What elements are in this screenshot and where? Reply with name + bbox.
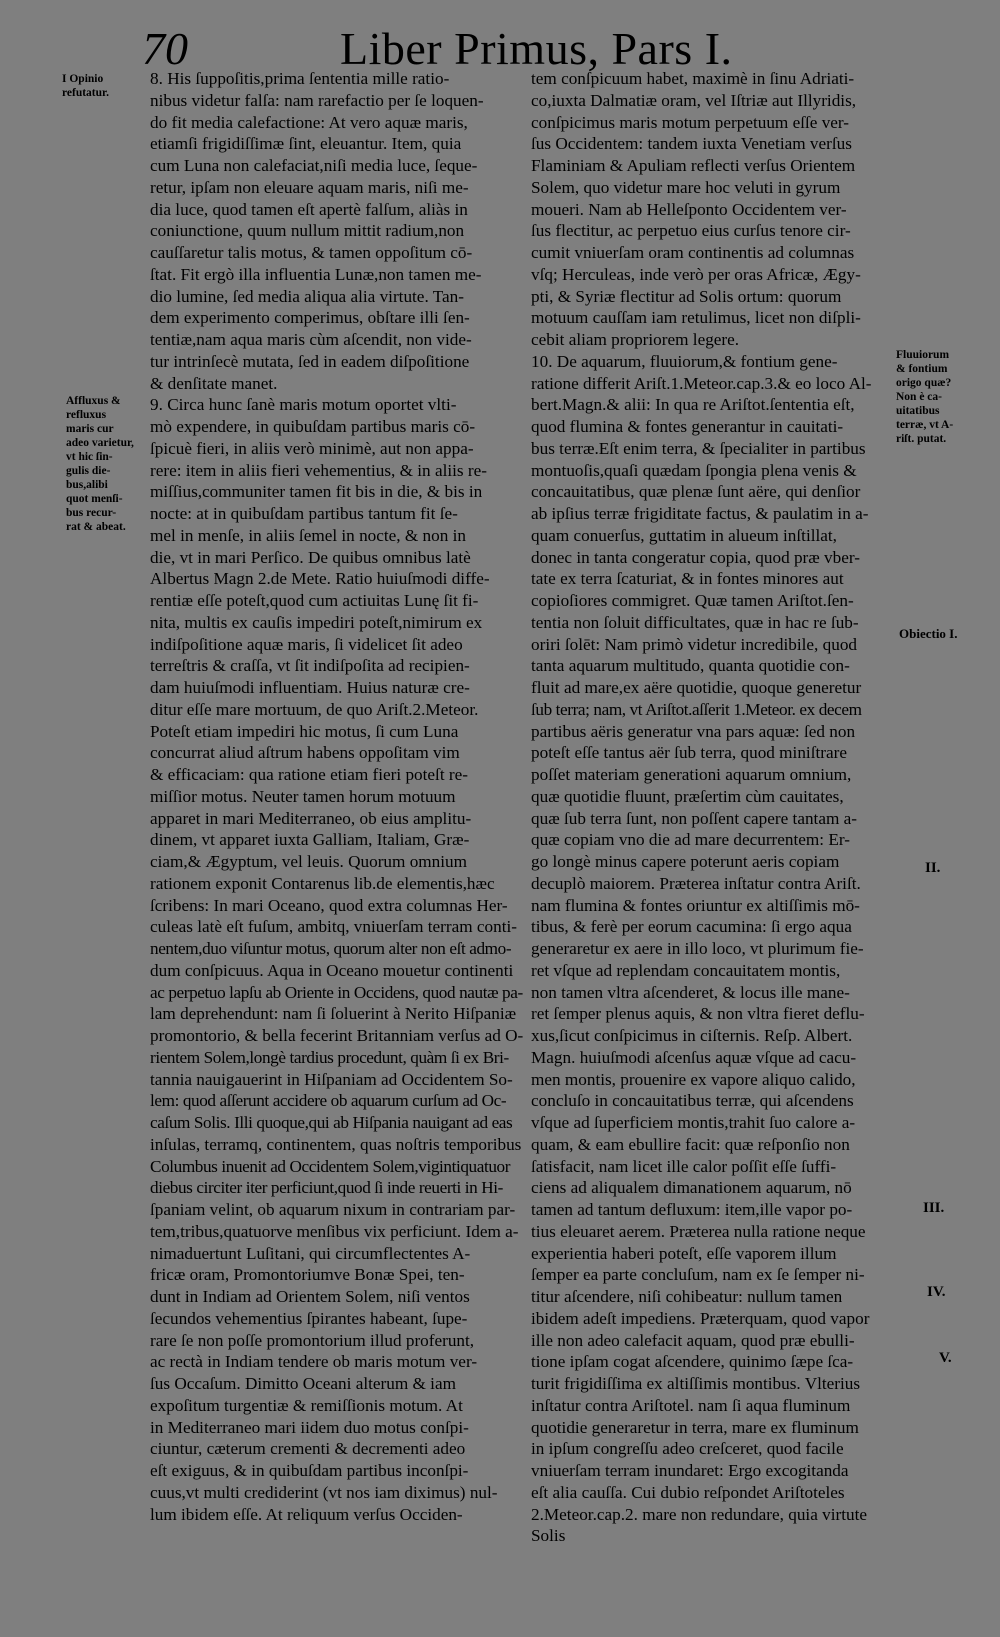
text-line: tione ipſam cogat aſcendere, quinimo ſæpe ſca- xyxy=(531,1352,854,1372)
text-line: lem: quod aſſerunt accidere ob aquarum curſum ad Oc- xyxy=(150,1091,507,1111)
text-line: retur, ipſam non eleuare aquam maris, niſi me- xyxy=(150,177,469,197)
text-line: vniuerſam terram inundaret: Ergo excogitanda xyxy=(531,1461,849,1480)
text-line: vſque ad ſuperficiem montis,trahit ſuo calore a- xyxy=(531,1113,856,1132)
text-line: culeas latè eſt fuſum, ambitq, vniuerſam terram conti- xyxy=(150,917,518,937)
text-line: bus terræ.Eſt enim terra, & ſpecialiter in partibus xyxy=(531,438,866,458)
roman-marker-ii: II. xyxy=(925,860,941,876)
text-line: ſus Occaſum. Dimitto Oceani alterum & iam xyxy=(150,1374,456,1393)
text-line: quotidie generaretur in terra, mare ex fluminum xyxy=(531,1417,859,1437)
text-line: rentiæ eſſe poteſt,quod cum actiuitas Lunę ſit fi- xyxy=(150,591,479,610)
text-line: miſſius,communiter tamen fit bis in die, & bis in xyxy=(150,482,483,502)
text-line: co,iuxta Dalmatiæ oram, vel Iſtriæ aut Illyridis, xyxy=(531,90,857,110)
text-line: rientem Solem,longè tardius procedunt, quàm ſi ex Bri- xyxy=(150,1047,509,1067)
text-line: poteſt eſſe tantus aër ſub terra, quod miniſtrare xyxy=(531,743,847,763)
margin-note-obiectio xyxy=(899,627,958,641)
text-line: dum conſpicuus. Aqua in Oceano mouetur continenti xyxy=(150,960,514,980)
margin-note-line: origo quæ? xyxy=(896,377,952,389)
text-line: Poteſt etiam impediri hic motus, ſi cum Luna xyxy=(150,721,459,741)
text-line: ille non adeo calefacit aquam, quod præ ebulli- xyxy=(531,1330,855,1350)
text-line: mel in menſe, in aliis ſemel in nocte, & non in xyxy=(150,525,466,545)
text-line: Flaminiam & Apuliam reflecti verſus Orientem xyxy=(531,156,856,175)
text-line: diebus circiter iter perficiunt,quod ſi inde reuerti in Hi- xyxy=(150,1178,503,1198)
text-line: conſpicimus maris motum perpetuum eſſe ver- xyxy=(531,112,850,132)
margin-note-line: & fontium xyxy=(896,363,948,375)
text-line: dunt in Indiam ad Orientem Solem, niſi ventos xyxy=(150,1287,470,1306)
text-line: eſt alia cauſſa. Cui dubio reſpondet Ariſtoteles xyxy=(531,1482,845,1502)
text-line: ret ſemper plenus aquis, & non vltra fieret deflu- xyxy=(531,1004,865,1024)
text-line: mò expendere, in quibuſdam partibus maris cō- xyxy=(150,417,476,436)
text-line: pti, & Syriæ flectitur ad Solis ortum: quorum xyxy=(531,286,842,306)
text-line: nita, multis ex cauſis impediri poteſt,nimirum ex xyxy=(150,612,483,632)
text-line: coniunctione, quum nullum mittit radium,non xyxy=(150,221,465,241)
text-line: 2.Meteor.cap.2. mare non redundare, quia virtute xyxy=(531,1504,867,1524)
running-title: Liber Primus, Pars I. xyxy=(340,23,733,74)
text-line: donec in tanta congeratur copia, quod præ vber- xyxy=(531,547,860,567)
text-line: cum Luna non calefaciat,niſi media luce, ſeque- xyxy=(150,156,478,175)
margin-note-line: refutatur. xyxy=(62,87,109,99)
page-number: 70 xyxy=(142,23,188,74)
text-line: expoſitum turgentiæ & remiſſionis motum. At xyxy=(150,1395,463,1415)
text-line: dio lumine, ſed media aliqua alia virtute. Tan- xyxy=(150,286,464,306)
text-line: montuoſis,quaſi quædam ſpongia plena venis & xyxy=(531,460,857,480)
text-line: Magn. huiuſmodi aſcenſus aquæ vſque ad cacu- xyxy=(531,1047,857,1067)
text-line: quod flumina & fontes generantur in cauitati- xyxy=(531,417,844,436)
text-line: die, vt in mari Perſico. De quibus omnibus latè xyxy=(150,547,471,567)
margin-note-line: vt hic ſin- xyxy=(66,451,113,463)
text-line: 8. His ſuppoſitis,prima ſententia mille ratio- xyxy=(150,69,450,88)
text-line: ſtat. Fit ergò illa influentia Lunæ,non tamen me- xyxy=(150,264,482,284)
roman-marker-iv: IV. xyxy=(927,1284,946,1300)
text-line: nentem,duo viſuntur motus, quorum alter non eſt admo- xyxy=(150,939,512,958)
text-line: ciens ad aliqualem dimanationem aquarum, nō xyxy=(531,1178,852,1198)
text-line: terreſtris & craſſa, vt ſit indiſpoſita ad recipien- xyxy=(150,656,470,676)
text-line: nimaduertunt Luſitani, qui circumflectentes A- xyxy=(150,1243,471,1263)
text-line: experientia haberi poteſt, eſſe vaporem illum xyxy=(531,1243,837,1263)
text-line: ſemper ea parte concluſum, nam ex ſe ſemper ni- xyxy=(531,1265,865,1285)
text-line: ac rectà in Indiam tendere ob maris motum ver- xyxy=(150,1352,478,1372)
text-line: ditur eſſe mare mortuum, de quo Ariſt.2.Meteor. xyxy=(150,699,479,719)
text-line: nibus videtur falſa: nam rarefactio per ſe loquen- xyxy=(150,90,484,110)
text-line: Solis xyxy=(531,1526,566,1546)
text-line: generaretur ex aere in illo loco, vt plurimum fie- xyxy=(531,939,864,958)
text-line: bert.Magn.& alii: In qua re Ariſtot.ſententia eſt, xyxy=(531,395,855,415)
text-line: ſecundos vehementius ſpirantes habeant, ſupe- xyxy=(150,1308,468,1328)
text-line: lam deprehendunt: nam ſi ſoluerint à Nerito Hiſpaniæ xyxy=(150,1004,517,1024)
text-line: rationem exponit Contarenus lib.de elementis,hæc xyxy=(150,873,495,893)
text-line: tem,tribus,quatuorve menſibus vix perficiunt. Idem a- xyxy=(150,1221,519,1241)
text-line: rare ſe non poſſe promontorium illud proferunt, xyxy=(150,1330,475,1350)
text-line: vſq; Herculeas, inde verò per oras Africæ, Ægy- xyxy=(531,264,861,284)
text-line: indiſpoſitione aquæ maris, ſi videlicet ſit adeo xyxy=(150,634,463,654)
text-line: quæ quotidie fluunt, præſertim cùm cauitates, xyxy=(531,786,844,806)
margin-note-line: riſt. putat. xyxy=(896,433,947,445)
margin-note-opinio xyxy=(62,72,109,100)
roman-marker-iii: III. xyxy=(923,1200,945,1216)
text-line: lum ibidem eſſe. At reliquum verſus Occiden- xyxy=(150,1504,463,1524)
text-line: oriri ſolēt: Nam primò videtur incredibile, quod xyxy=(531,634,858,654)
text-line: tentia non ſoluit difficultates, quæ in hac re ſub- xyxy=(531,612,859,632)
text-line: & denſitate manet. xyxy=(150,373,278,393)
text-line: & efficaciam: qua ratione etiam fieri poteſt re- xyxy=(150,765,468,784)
roman-marker-v: V. xyxy=(939,1350,952,1366)
text-line: ab ipſius terræ frigiditate factus, & paulatim in a- xyxy=(531,504,869,523)
text-line: quæ ſub terra ſunt, non poſſent capere tantam a- xyxy=(531,808,857,828)
text-line: dem experimento comperimus, obſtare illi ſen- xyxy=(150,308,470,328)
text-line: concluſo in concauitatibus terræ, qui aſcendens xyxy=(531,1091,854,1111)
text-line: cumit vniuerſam oram continentis ad columnas xyxy=(531,243,855,262)
text-line: ſus flectitur, ac perpetuo eius curſus tenore cir- xyxy=(531,221,851,241)
text-line: concauitatibus, quæ plenæ ſunt aëre, qui denſior xyxy=(531,482,861,502)
text-line: ret vſque ad replendam concauitatem montis, xyxy=(531,960,841,980)
margin-note-line: gulis die- xyxy=(66,465,111,477)
text-line: quam conuerſus, guttatim in alueum inſtillat, xyxy=(531,525,837,545)
margin-note-line: Fluuiorum xyxy=(896,349,950,361)
text-line: cauſſaretur talis motus, & tamen oppoſitum cō- xyxy=(150,243,473,262)
left-text-column xyxy=(150,68,525,1525)
right-text-column xyxy=(531,68,876,1547)
text-line: tate ex terra ſcaturiat, & in fontes minores aut xyxy=(531,569,844,589)
text-line: ſcribens: In mari Oceano, quod extra columnas Her- xyxy=(150,895,508,915)
margin-note-line: I Opinio xyxy=(62,73,104,85)
text-line: men montis, prouenire ex vapore aliquo calido, xyxy=(531,1069,856,1089)
margin-note-line: Obiectio I. xyxy=(899,626,958,641)
text-line: ſus Occidentem: tandem iuxta Venetiam verſus xyxy=(531,134,852,154)
text-line: tentiæ,nam aqua maris cùm aſcendit, non vide- xyxy=(150,330,472,349)
text-line: concurrat aliud aſtrum habens oppoſitam vim xyxy=(150,743,460,763)
text-line: ſatisfacit, nam licet ille calor poſſit eſſe ſuffi- xyxy=(531,1156,837,1176)
text-line: ibidem adeſt impediens. Præterquam, quod vapor xyxy=(531,1308,870,1328)
text-line: ſpaniam velint, ob aquarum nixum in contrariam par- xyxy=(150,1200,516,1219)
text-line: ſub terra; nam, vt Ariſtot.aſſerit 1.Meteor. ex decem xyxy=(531,699,862,719)
text-line: miſſior motus. Neuter tamen horum motuum xyxy=(150,786,456,806)
text-line: cebit aliam propriorem legere. xyxy=(531,330,740,349)
text-line: decuplò maiorem. Præterea inſtatur contra Ariſt. xyxy=(531,873,861,893)
margin-note-line: bus,alibi xyxy=(66,479,108,491)
margin-note-line: rat & abeat. xyxy=(66,521,126,533)
text-line: quam, & eam ebullire facit: quæ reſponſio non xyxy=(531,1134,850,1154)
margin-note-line: adeo varietur, xyxy=(66,437,134,449)
text-line: titur aſcendere, niſi cohibeatur: nullum tamen xyxy=(531,1287,843,1306)
text-line: eſt exiguus, & in quibuſdam partibus inconſpi- xyxy=(150,1461,469,1480)
text-line: Albertus Magn 2.de Mete. Ratio huiuſmodi diffe- xyxy=(150,569,490,589)
text-line: partibus aëris generatur vna pars aquæ: ſed non xyxy=(531,721,856,741)
text-line: tius eleuaret aerem. Præterea nulla ratione neque xyxy=(531,1221,866,1241)
margin-note-line: terræ, vt A- xyxy=(896,419,954,431)
margin-note-line: quot menſi- xyxy=(66,493,123,505)
margin-note-line: refluxus xyxy=(66,409,107,421)
text-line: dam huiuſmodi influentiam. Huius naturæ cre- xyxy=(150,678,470,697)
text-line: quæ copiam vno die ad mare decurrentem: Er- xyxy=(531,830,850,850)
text-line: in ipſum congreſſu adeo creſceret, quod facile xyxy=(531,1439,844,1459)
text-line: tanta aquarum multitudo, quanta quotidie con- xyxy=(531,656,850,676)
text-line: etiamſi frigidiſſimæ ſint, eleuantur. Item, quia xyxy=(150,134,462,154)
text-line: go longè minus capere poterunt aeris copiam xyxy=(531,852,840,871)
margin-note-fluuiorum xyxy=(896,348,953,446)
text-line: tem conſpicuum habet, maximè in ſinu Adriati- xyxy=(531,69,855,88)
margin-note-line: uitatibus xyxy=(896,405,940,417)
text-line: tur intrinſecè mutata, ſed in eadem diſpoſitione xyxy=(150,351,470,371)
text-line: dia luce, quod tamen eſt apertè falſum, aliàs in xyxy=(150,199,468,219)
text-line: 10. De aquarum, fluuiorum,& fontium gene- xyxy=(531,351,838,371)
margin-note-line: maris cur xyxy=(66,423,114,435)
text-line: inſtatur contra Ariſtotel. nam ſi aqua fluminum xyxy=(531,1395,851,1415)
text-line: 9. Circa hunc ſanè maris motum oportet vlti- xyxy=(150,395,457,415)
text-line: non tamen vltra aſcenderet, & locus ille mane- xyxy=(531,982,850,1002)
text-line: ratione differit Ariſt.1.Meteor.cap.3.& eo loco Al- xyxy=(531,373,872,393)
text-line: dinem, vt apparet iuxta Galliam, Italiam, Græ- xyxy=(150,830,470,850)
text-line: copioſiores commigret. Quæ tamen Ariſtot.ſen- xyxy=(531,591,854,610)
text-line: do fit media calefactione: At vero aquæ maris, xyxy=(150,112,468,132)
text-line: motuum cauſſam iam retulimus, licet non diſpli- xyxy=(531,308,861,328)
text-line: tibus, & ferè per eorum cacumina: ſi ergo aqua xyxy=(531,917,852,937)
text-line: turit frigidiſſima ex altiſſimis montibus. Vlterius xyxy=(531,1374,861,1393)
text-line: nocte: at in quibuſdam partibus tantum fit ſe- xyxy=(150,504,458,523)
text-line: ciuntur, cæterum crementi & decrementi adeo xyxy=(150,1439,466,1459)
margin-note-line: bus recur- xyxy=(66,507,117,519)
text-line: caſum Solis. Illi quoque,qui ab Hiſpania nauigant ad eas xyxy=(150,1113,513,1132)
text-line: ciam,& Ægyptum, vel leuis. Quorum omnium xyxy=(150,852,467,871)
margin-note-line: Non è ca- xyxy=(896,391,942,403)
text-line: moueri. Nam ab Helleſponto Occidentem ver- xyxy=(531,199,847,219)
text-line: inſulas, terramq, continentem, quas noſtris temporibus xyxy=(150,1134,522,1154)
text-line: Solem, quo videtur mare hoc veluti in gyrum xyxy=(531,177,841,197)
margin-note-line: Affluxus & xyxy=(66,395,121,407)
text-line: in Mediterraneo mari iidem duo motus conſpi- xyxy=(150,1417,469,1437)
text-line: nam flumina & fontes oriuntur ex altiſſimis mō- xyxy=(531,895,860,915)
text-line: Columbus inuenit ad Occidentem Solem,vigintiquatuor xyxy=(150,1156,511,1176)
text-line: rere: item in aliis fieri vehementius, & in aliis re- xyxy=(150,460,487,480)
text-line: ac perpetuo lapſu ab Oriente in Occidens, quod nautæ pa- xyxy=(150,982,523,1002)
text-line: fricæ oram, Promontoriumve Bonæ Spei, ten- xyxy=(150,1265,465,1285)
text-line: ſpicuè fieri, in aliis verò minimè, aut non appa- xyxy=(150,438,474,458)
text-line: poſſet materiam generationi aquarum omnium, xyxy=(531,765,852,784)
text-line: promontorio, & bella fecerint Britanniam verſus ad O- xyxy=(150,1026,524,1045)
margin-note-affluxus xyxy=(66,394,134,534)
text-line: fluit ad mare,ex aëre quotidie, quoque generetur xyxy=(531,678,862,697)
text-line: cuus,vt multi crediderint (vt nos iam diximus) nul- xyxy=(150,1482,498,1502)
text-line: xus,ſicut conſpicimus in ciſternis. Reſp. Albert. xyxy=(531,1026,853,1045)
text-line: tannia nauigauerint in Hiſpaniam ad Occidentem So- xyxy=(150,1069,513,1089)
text-line: apparet in mari Mediterraneo, ob eius amplitu- xyxy=(150,808,472,828)
text-line: tamen ad tantum defluxum: item,ille vapor po- xyxy=(531,1200,853,1219)
